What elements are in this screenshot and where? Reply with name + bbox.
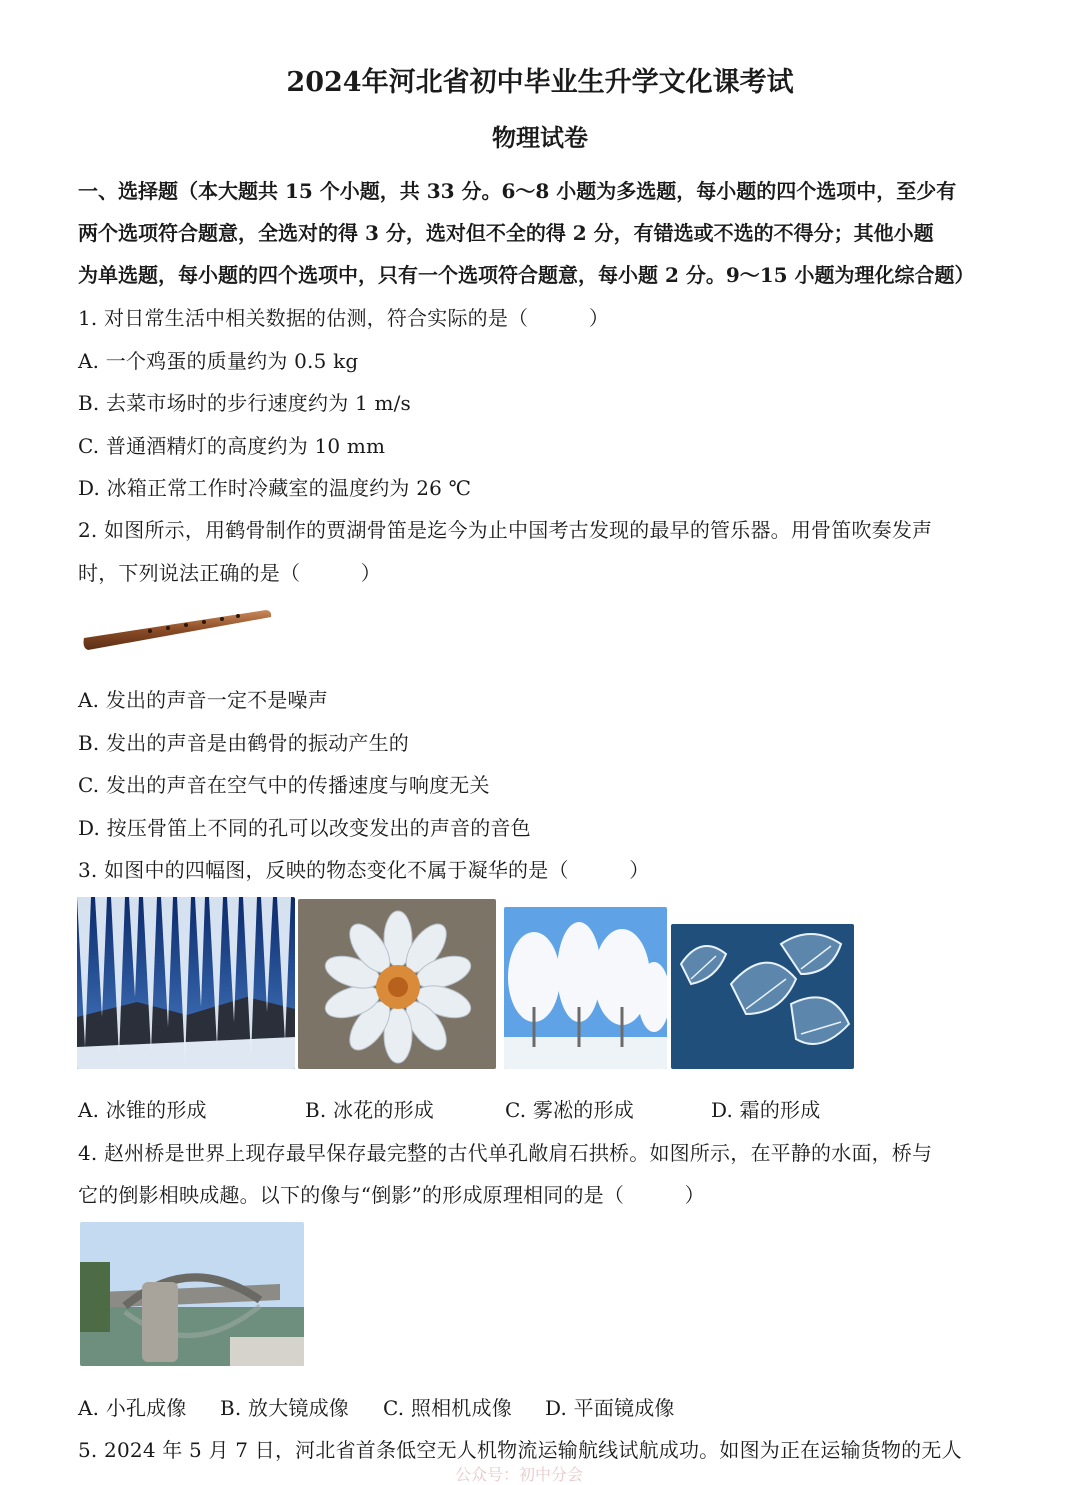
frost-leaves-image	[671, 924, 854, 1069]
q1-stem: 1. 对日常生活中相关数据的估测，符合实际的是（ ）	[78, 306, 610, 330]
q1-option-b: B. 去菜市场时的步行速度约为 1 m/s	[78, 391, 412, 415]
bone-flute-image	[80, 600, 275, 660]
q1-option-c: C. 普通酒精灯的高度约为 10 mm	[78, 434, 386, 458]
q1-option-d: D. 冰箱正常工作时冷藏室的温度约为 26 ℃	[78, 476, 472, 500]
exam-title: 2024年河北省初中毕业生升学文化课考试	[286, 67, 794, 98]
q2-option-a: A. 发出的声音一定不是噪声	[78, 688, 328, 712]
q1-option-a: A. 一个鸡蛋的质量约为 0.5 kg	[78, 349, 359, 373]
q2-option-c: C. 发出的声音在空气中的传播速度与响度无关	[78, 773, 490, 797]
icicle-image	[77, 897, 295, 1069]
q2-stem-line-1: 2. 如图所示，用鹤骨制作的贾湖骨笛是迄今为止中国考古发现的最早的管乐器。用骨笛吹奏发声	[78, 518, 933, 542]
q3-option-a: A. 冰锥的形成	[78, 1098, 207, 1122]
q4-option-d: D. 平面镜成像	[545, 1396, 675, 1420]
q4-option-a: A. 小孔成像	[78, 1396, 187, 1420]
exam-subtitle: 物理试卷	[492, 123, 588, 152]
section-line-3: 为单选题，每小题的四个选项中，只有一个选项符合题意，每小题 2 分。9～15 小题为理化综合题）	[78, 263, 975, 287]
q4-stem-line-1: 4. 赵州桥是世界上现存最早保存最完整的古代单孔敞肩石拱桥。如图所示，在平静的水面，桥与	[78, 1141, 933, 1165]
q4-option-c: C. 照相机成像	[383, 1396, 512, 1420]
rime-trees-image	[504, 907, 667, 1069]
section-line-2: 两个选项符合题意，全选对的得 3 分，选对但不全的得 2 分，有错选或不选的不得分；其他小题	[78, 221, 934, 245]
q3-option-d: D. 霜的形成	[711, 1098, 821, 1122]
q3-option-c: C. 雾凇的形成	[505, 1098, 634, 1122]
q3-stem: 3. 如图中的四幅图，反映的物态变化不属于凝华的是（ ）	[78, 858, 650, 882]
zhaozhou-bridge-image	[80, 1222, 304, 1366]
q3-option-b: B. 冰花的形成	[305, 1098, 435, 1122]
q2-option-d: D. 按压骨笛上不同的孔可以改变发出的声音的音色	[78, 816, 531, 840]
q2-option-b: B. 发出的声音是由鹤骨的振动产生的	[78, 731, 410, 755]
ice-flower-image	[298, 899, 496, 1069]
watermark: 公众号：初中分会	[455, 1465, 584, 1484]
section-line-1: 一、选择题（本大题共 15 个小题，共 33 分。6～8 小题为多选题，每小题的四个选项中，至少有	[78, 179, 957, 203]
q2-stem-line-2: 时，下列说法正确的是（ ）	[78, 561, 381, 585]
q4-option-b: B. 放大镜成像	[220, 1396, 350, 1420]
q4-stem-line-2: 它的倒影相映成趣。以下的像与“倒影”的形成原理相同的是（ ）	[78, 1183, 705, 1207]
q5-stem-line-1: 5. 2024 年 5 月 7 日，河北省首条低空无人机物流运输航线试航成功。如图为正在运输货物的无人	[78, 1438, 962, 1462]
